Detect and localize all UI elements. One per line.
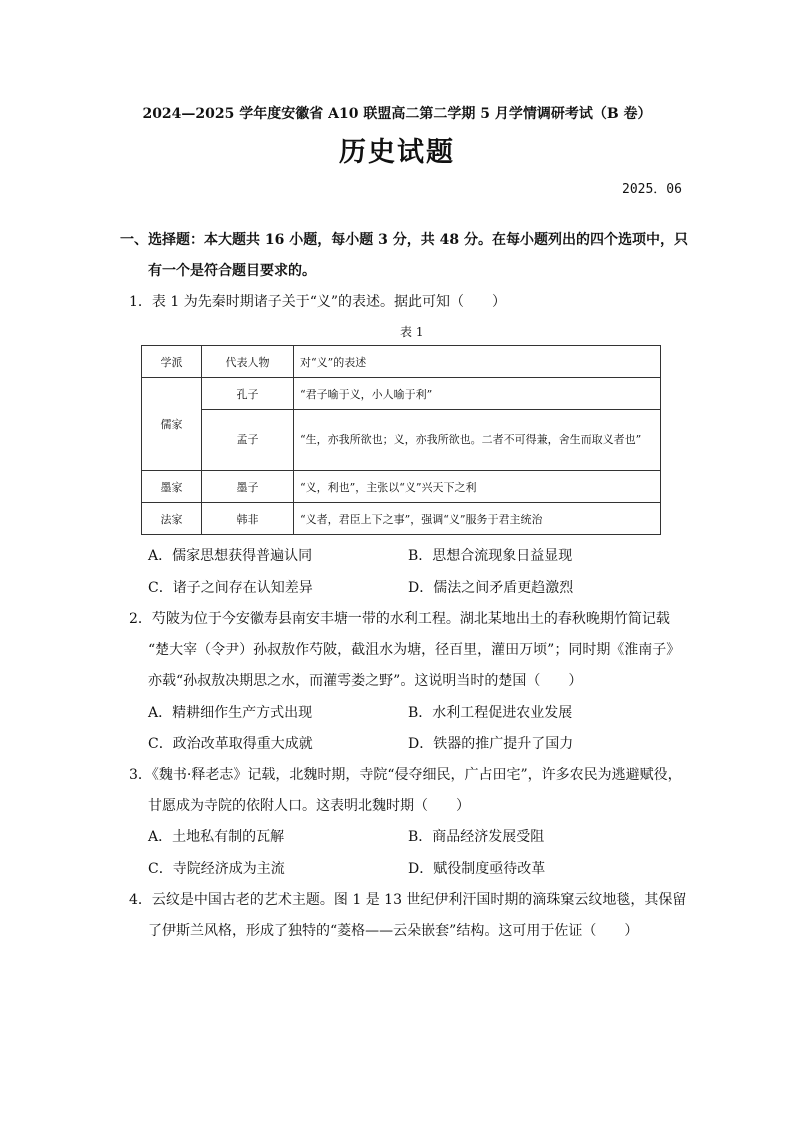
table-cell-text: “义，利也”，主张以“义”兴天下之利 xyxy=(294,471,661,503)
table-cell-text: “生，亦我所欲也；义，亦我所欲也。二者不可得兼，舍生而取义者也” xyxy=(294,410,661,471)
q2-option-c: C．政治改革取得重大成就 xyxy=(148,736,313,752)
table-cell-person: 韩非 xyxy=(202,503,294,535)
q2-option-b: B．水利工程促进农业发展 xyxy=(408,705,573,721)
q3-option-b: B．商品经济发展受阻 xyxy=(408,829,545,845)
table-cell-person: 孟子 xyxy=(202,410,294,471)
q2-option-d: D．铁器的推广提升了国力 xyxy=(408,736,574,752)
table-cell-person: 孔子 xyxy=(202,378,294,410)
exam-title: 2024—2025 学年度安徽省 A10 联盟高二第二学期 5 月学情调研考试（B 卷） xyxy=(142,106,652,122)
q1-stem: 1．表 1 为先秦时期诸子关于“义”的表述。据此可知（ ） xyxy=(129,294,507,310)
q3-option-a: A．土地私有制的瓦解 xyxy=(148,829,285,845)
q1-table xyxy=(141,345,661,535)
table-cell-school: 儒家 xyxy=(142,378,202,471)
q1-option-d: D．儒法之间矛盾更趋激烈 xyxy=(408,580,574,596)
table-row xyxy=(142,471,661,503)
q3-line1: 3．《魏书·释老志》记载，北魏时期，寺院“侵夺细民，广占田宅”，许多农民为逃避赋役， xyxy=(129,767,682,783)
q3-line2: 甘愿成为寺院的依附人口。这表明北魏时期（ ） xyxy=(148,798,470,814)
section-heading-line2: 有一个是符合题目要求的。 xyxy=(148,263,316,279)
q1-option-b: B．思想合流现象日益显现 xyxy=(408,548,573,564)
table-header-text: 对“义”的表述 xyxy=(294,346,661,378)
table-cell-person: 墨子 xyxy=(202,471,294,503)
subject-title: 历史试题 xyxy=(339,137,455,168)
table-header-row xyxy=(142,346,661,378)
q1-option-a: A．儒家思想获得普遍认同 xyxy=(148,548,313,564)
q4-line1: 4．云纹是中国古老的艺术主题。图 1 是 13 世纪伊利汗国时期的滴珠窠云纹地毯，其保留 xyxy=(129,892,687,908)
table-row xyxy=(142,503,661,535)
table-row xyxy=(142,378,661,410)
exam-date: 2025．06 xyxy=(622,182,682,197)
q3-option-d: D．赋役制度亟待改革 xyxy=(408,861,546,877)
q4-line2: 了伊斯兰风格，形成了独特的“菱格——云朵嵌套”结构。这可用于佐证（ ） xyxy=(148,923,639,939)
table-cell-school: 墨家 xyxy=(142,471,202,503)
q3-option-c: C．寺院经济成为主流 xyxy=(148,861,285,877)
q2-line3: 亦载“孙叔敖决期思之水，而灌雩娄之野”。这说明当时的楚国（ ） xyxy=(148,673,583,689)
q2-line2: “楚大宰（令尹）孙叔敖作芍陂，截沮水为塘，径百里，灌田万顷”；同时期《淮南子》 xyxy=(148,642,681,658)
table-cell-text: “义者，君臣上下之事”，强调“义”服务于君主统治 xyxy=(294,503,661,535)
q2-option-a: A．精耕细作生产方式出现 xyxy=(148,705,313,721)
table-row xyxy=(142,410,661,471)
table-header-person: 代表人物 xyxy=(202,346,294,378)
table-cell-text: “君子喻于义，小人喻于利” xyxy=(294,378,661,410)
section-heading-line1: 一、选择题：本大题共 16 小题，每小题 3 分，共 48 分。在每小题列出的四个选项中，只 xyxy=(120,232,688,248)
table-header-school: 学派 xyxy=(142,346,202,378)
table-cell-school: 法家 xyxy=(142,503,202,535)
q2-line1: 2．芍陂为位于今安徽寿县南安丰塘一带的水利工程。湖北某地出土的春秋晚期竹简记载 xyxy=(129,611,670,627)
table-caption: 表 1 xyxy=(400,325,424,339)
q1-option-c: C．诸子之间存在认知差异 xyxy=(148,580,313,596)
